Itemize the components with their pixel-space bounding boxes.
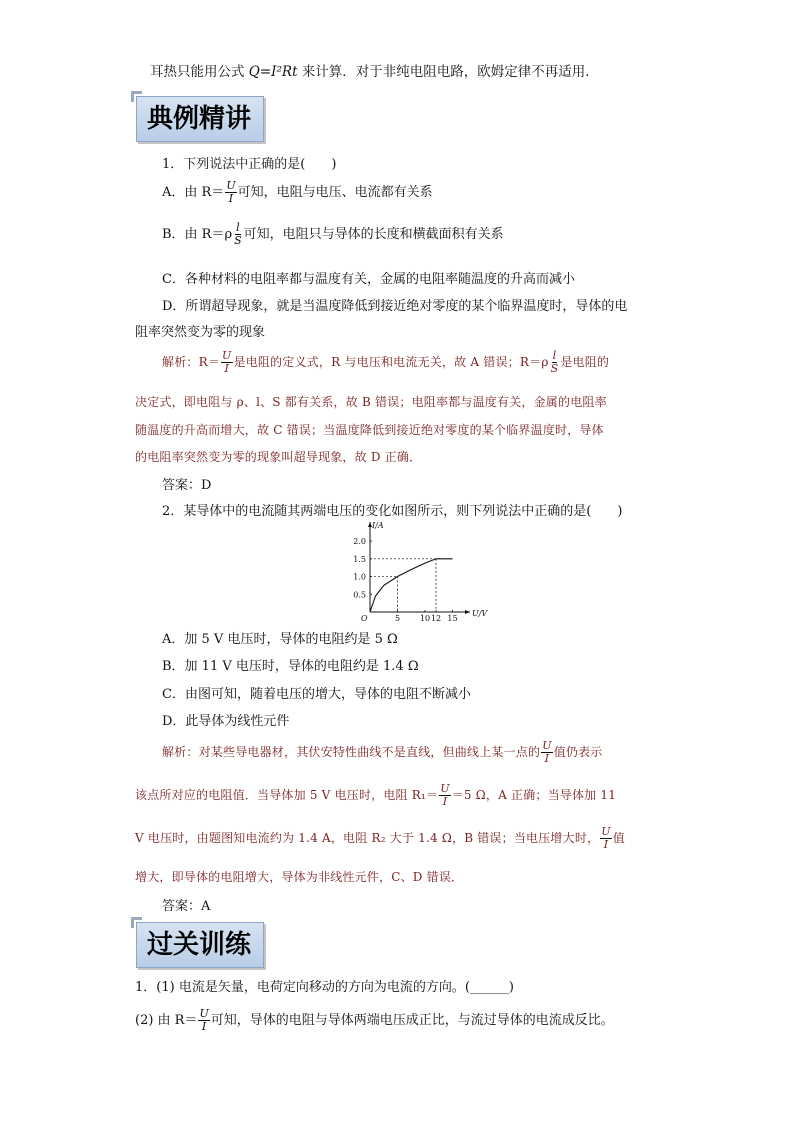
q2-stem: 2．某导体中的电流随其两端电压的变化如图所示，则下列说法中正确的是( ) [162,504,623,519]
section-title-examples: 典例精讲 [136,96,264,142]
q2-option-c: C．由图可知，随着电压的增大，导体的电阻不断减小 [162,687,471,702]
intro-line: 耳热只能用公式 Q=I²Rt 来计算．对于非纯电阻电路，欧姆定律不再适用． [150,64,599,80]
training-item-2: (2) 由 R＝ $\frac{U}{I}$ 可知，导体的电阻与导体两端电压成正比，与流过导体的电流成反比。 [135,1007,614,1033]
q2-option-a: A．加 5 V 电压时，导体的电阻约是 5 Ω [162,632,398,647]
y-tick-label: 1.0 [353,572,366,582]
iu-curve [370,559,453,612]
x-tick-label: 5 [394,614,401,623]
q2-analysis-line2: 该点所对应的电阻值．当导体加 5 V 电压时，电阻 R₁＝ $\frac{U}{I}$ ＝5 Ω，A 正确；当导体加 11 [135,782,617,808]
y-tick-label: 0.5 [353,590,366,600]
q1-option-a: A．由 R＝ $\frac{U}{I}$ 可知，电阻与电压、电流都有关系 [162,179,433,205]
q1-option-d-line1: D．所谓超导现象，就是当温度降低到接近绝对零度的某个临界温度时，导体的电 [162,299,628,314]
x-axis-label: U/V [472,609,488,618]
x-tick-label: 12 [430,614,442,623]
x-axis-arrow [465,610,470,614]
x-tick-label: 15 [447,614,458,623]
q1-answer: 答案：D [162,478,212,493]
q1-option-c: C．各种材料的电阻率都与温度有关，金属的电阻率随温度的升高而减小 [162,272,575,287]
q2-option-b: B．加 11 V 电压时，导体的电阻约是 1.4 Ω [162,659,419,674]
iu-chart [340,518,488,623]
y-tick-label: 1.5 [353,554,366,564]
q2-answer: 答案：A [162,899,211,914]
q2-analysis-line4: 增大，即导体的电阻增大，导体为非线性元件，C、D 错误． [135,870,464,884]
origin-label: O [361,614,368,623]
x-tick-label: 10 [419,614,431,623]
q1-stem: 1．下列说法中正确的是( ) [162,157,337,172]
q1-analysis-line3: 随温度的升高而增大，故 C 错误；当温度降低到接近绝对零度的某个临界温度时，导体 [135,423,604,437]
section-title-training: 过关训练 [136,922,264,968]
training-item-1: 1．(1) 电流是矢量，电荷定向移动的方向为电流的方向。(______) [135,980,514,995]
q1-analysis-line1: 解析：R＝ $\frac{U}{I}$ 是电阻的定义式，R 与电压和电流无关，故 A 错误；R＝ρ $\frac{l}{S}$ 是电阻的 [162,349,610,375]
q1-analysis-line2: 决定式，即电阻与 ρ、l、S 都有关系，故 B 错误；电阻率都与温度有关，金属的电阻率 [135,395,607,409]
q1-option-b: B．由 R＝ρ $\frac{l}{S}$ 可知，电阻只与导体的长度和横截面积有关系 [162,221,504,247]
q1-option-d-line2: 阻率突然变为零的现象 [135,325,266,340]
q2-analysis-line3: V 电压时，由题图知电流约为 1.4 A，电阻 R₂ 大于 1.4 Ω，B 错误；当电压增大时， $\frac{U}{I}$ 值 [135,825,625,851]
q2-analysis-line1: 解析：对某些导电器材，其伏安特性曲线不是直线，但曲线上某一点的 $\frac{U}{I}$ 值仍表示 [162,739,603,765]
q2-option-d: D．此导体为线性元件 [162,714,290,729]
q1-analysis-line4: 的电阻率突然变为零的现象叫超导现象，故 D 正确． [135,450,422,464]
y-tick-label: 2.0 [353,537,366,547]
y-axis-label: I/A [372,521,384,530]
